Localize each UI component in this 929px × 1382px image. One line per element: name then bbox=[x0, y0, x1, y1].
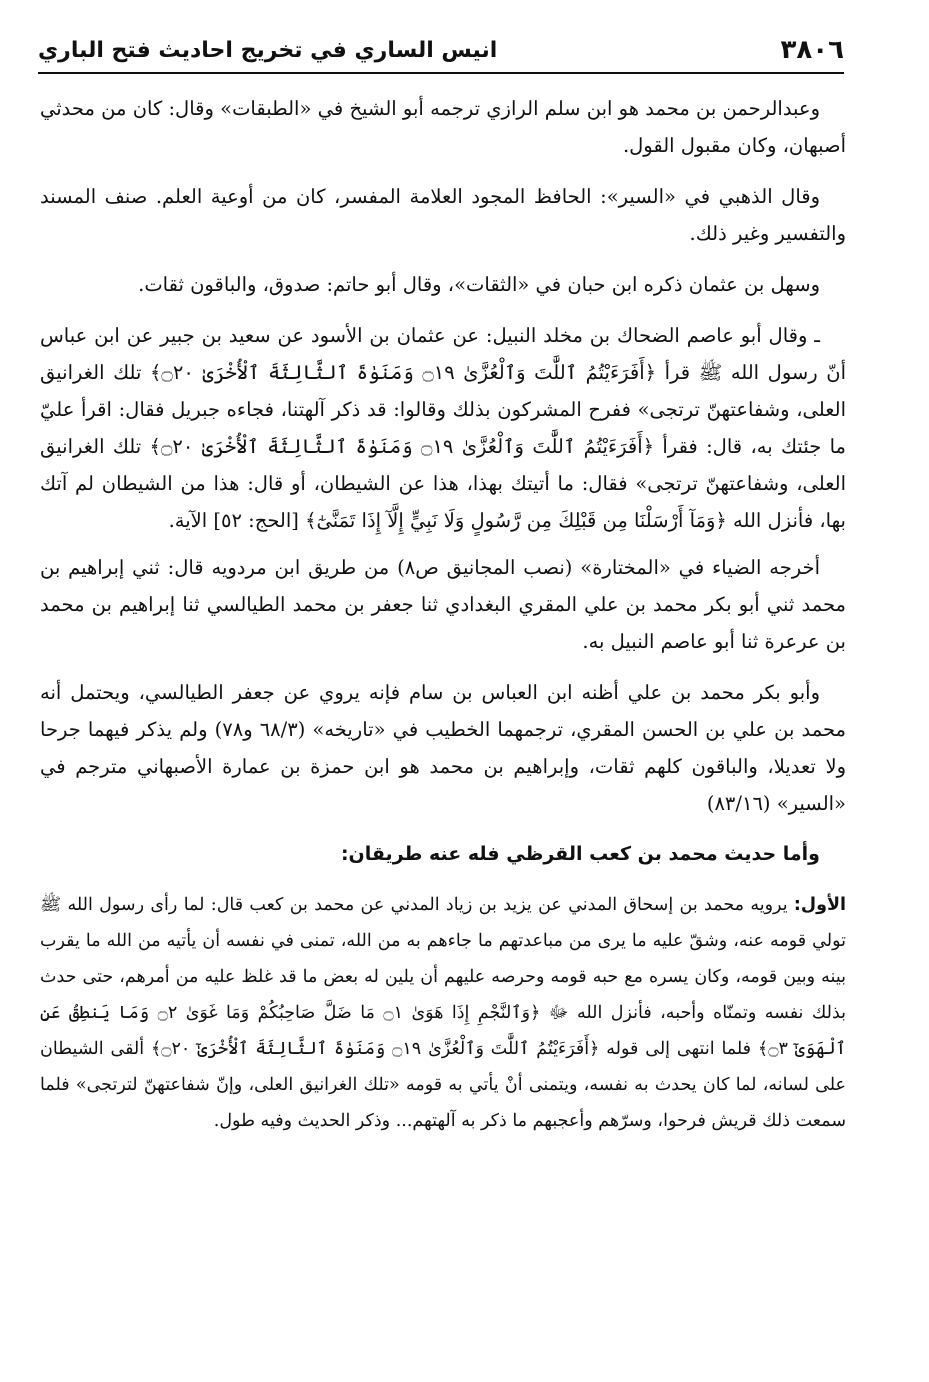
paragraph-dhahabi: وقال الذهبي في «السير»: الحافظ المجود العلامة المفسر، كان من أوعية العلم. صنف المسند والتفسير وغير ذلك. bbox=[40, 185, 846, 245]
first-route-text: يرويه محمد بن إسحاق المدني عن يزيد بن زياد المدني عن محمد بن كعب قال: لما رأى رسول الله ﷺ تولي قومه عنه، وشقّ عليه ما يرى من مباعدتهم ما جاءهم به من الله، تمنى في نفسه أن يأتيه من الله ما يقرب بينه وبين قومه، وكان يسره مع حبه قومه وحرصه عليهم أن يلين له بعض ما قد غلظ عليه من أمرهم، حتى حدث بذلك نفسه وتمنّاه وأحبه، فأنزل الله ﷻ ﴿وَٱلنَّجْمِ إِذَا هَوَىٰ ۝١ مَا ضَلَّ صَاحِبُكُمْ وَمَا غَوَىٰ ۝٢ وَمَا يَنطِقُ عَنِ ٱلْهَوَىٰٓ ۝٣﴾ فلما انتهى إلى قوله ﴿أَفَرَءَيْتُمُ ٱللَّٰتَ وَٱلْعُزَّىٰ ۝١٩ وَمَنَوٰةَ ٱلثَّالِثَةَ ٱلْأُخْرَىٰٓ ۝٢٠﴾ ألقى الشيطان على لسانه، لما كان يحدث به نفسه، ويتمنى أنْ يأتي به قومه «تلك الغرانيق العلى، وإنّ شفاعتهنّ لترتجى» فلما سمعت ذلك قريش فرحوا، وسرّهم وأعجبهم ما ذكر به آلهتهم... وذكر الحديث وفيه طول. bbox=[40, 895, 846, 1131]
paragraph-abu-asim-narration: ـ وقال أبو عاصم الضحاك بن مخلد النبيل: عن عثمان بن الأسود عن سعيد بن جبير عن ابن عباس أنّ رسول الله ﷺ قرأ ﴿أَفَرَءَيْتُمُ ٱللَّٰتَ وَٱلْعُزَّىٰ ۝١٩ وَمَنَوٰةَ ٱلثَّالِثَةَ ٱلْأُخْرَىٰ ۝٢٠﴾ تلك الغرانيق العلى، وشفاعتهنّ ترتجى» ففرح المشركون بذلك وقالوا: قد ذكر آلهتنا، فجاءه جبريل فقال: اقرأ عليّ ما جئتك به، قال: فقرأ ﴿أَفَرَءَيْتُمُ ٱللَّٰتَ وَٱلْعُزَّىٰ ۝١٩ وَمَنَوٰةَ ٱلثَّالِثَةَ ٱلْأُخْرَىٰ ۝٢٠﴾ تلك الغرانيق العلى، وشفاعتهنّ ترتجى» فقال: ما أتيتك بهذا، هذا عن الشيطان، أو قال: هذا من الشيطان لم آتك بها، فأنزل الله ﴿وَمَآ أَرْسَلْنَا مِن قَبْلِكَ مِن رَّسُولٍ وَلَا نَبِيٍّ إِلَّآ إِذَا تَمَنَّىٰٓ﴾ [الحج: ٥٢] الآية. bbox=[40, 324, 846, 532]
paragraph-abu-bakr: وأبو بكر محمد بن علي أظنه ابن العباس بن سام فإنه يروي عن جعفر الطيالسي، ويحتمل أنه محمد بن علي بن الحسن المقري، ترجمهما الخطيب في «تاريخه» (٦٨/٣ و٧٨) ولم يذكر فيهما جرحا ولا تعديلا، والباقون كلهم ثقات، وإبراهيم بن محمد هو ابن حمزة بن عمارة الأصبهاني مترجم في «السير» (٨٣/١٦) bbox=[40, 681, 847, 815]
page-header bbox=[38, 30, 844, 74]
paragraph-takhrij-diya: أخرجه الضياء في «المختارة» (نصب المجانيق ص٨) من طريق ابن مردويه قال: ثني إبراهيم بن محمد ثني أبو بكر محمد بن علي المقري البغدادي ثنا جعفر بن محمد الطيالسي ثنا إبراهيم بن محمد بن عرعرة ثنا أبو عاصم النبيل به. bbox=[40, 556, 846, 653]
page-number: ٣٨٠٦ bbox=[780, 35, 844, 65]
paragraph-sahl: وسهل بن عثمان ذكره ابن حبان في «الثقات»، وقال أبو حاتم: صدوق، والباقون ثقات. bbox=[138, 273, 820, 296]
page-body bbox=[40, 90, 846, 1153]
first-route-lead: الأول: bbox=[793, 895, 846, 915]
section-heading: وأما حديث محمد بن كعب القرظي فله عنه طريقان: bbox=[340, 843, 820, 865]
paragraph-abdurrahman: وعبدالرحمن بن محمد هو ابن سلم الرازي ترجمه أبو الشيخ في «الطبقات» وقال: كان من محدثي أصبهان، وكان مقبول القول. bbox=[40, 97, 846, 157]
paragraph-first-route bbox=[40, 887, 846, 1139]
header-rule bbox=[38, 72, 844, 74]
running-title: انيس الساري في تخريج احاديث فتح الباري bbox=[38, 38, 498, 63]
